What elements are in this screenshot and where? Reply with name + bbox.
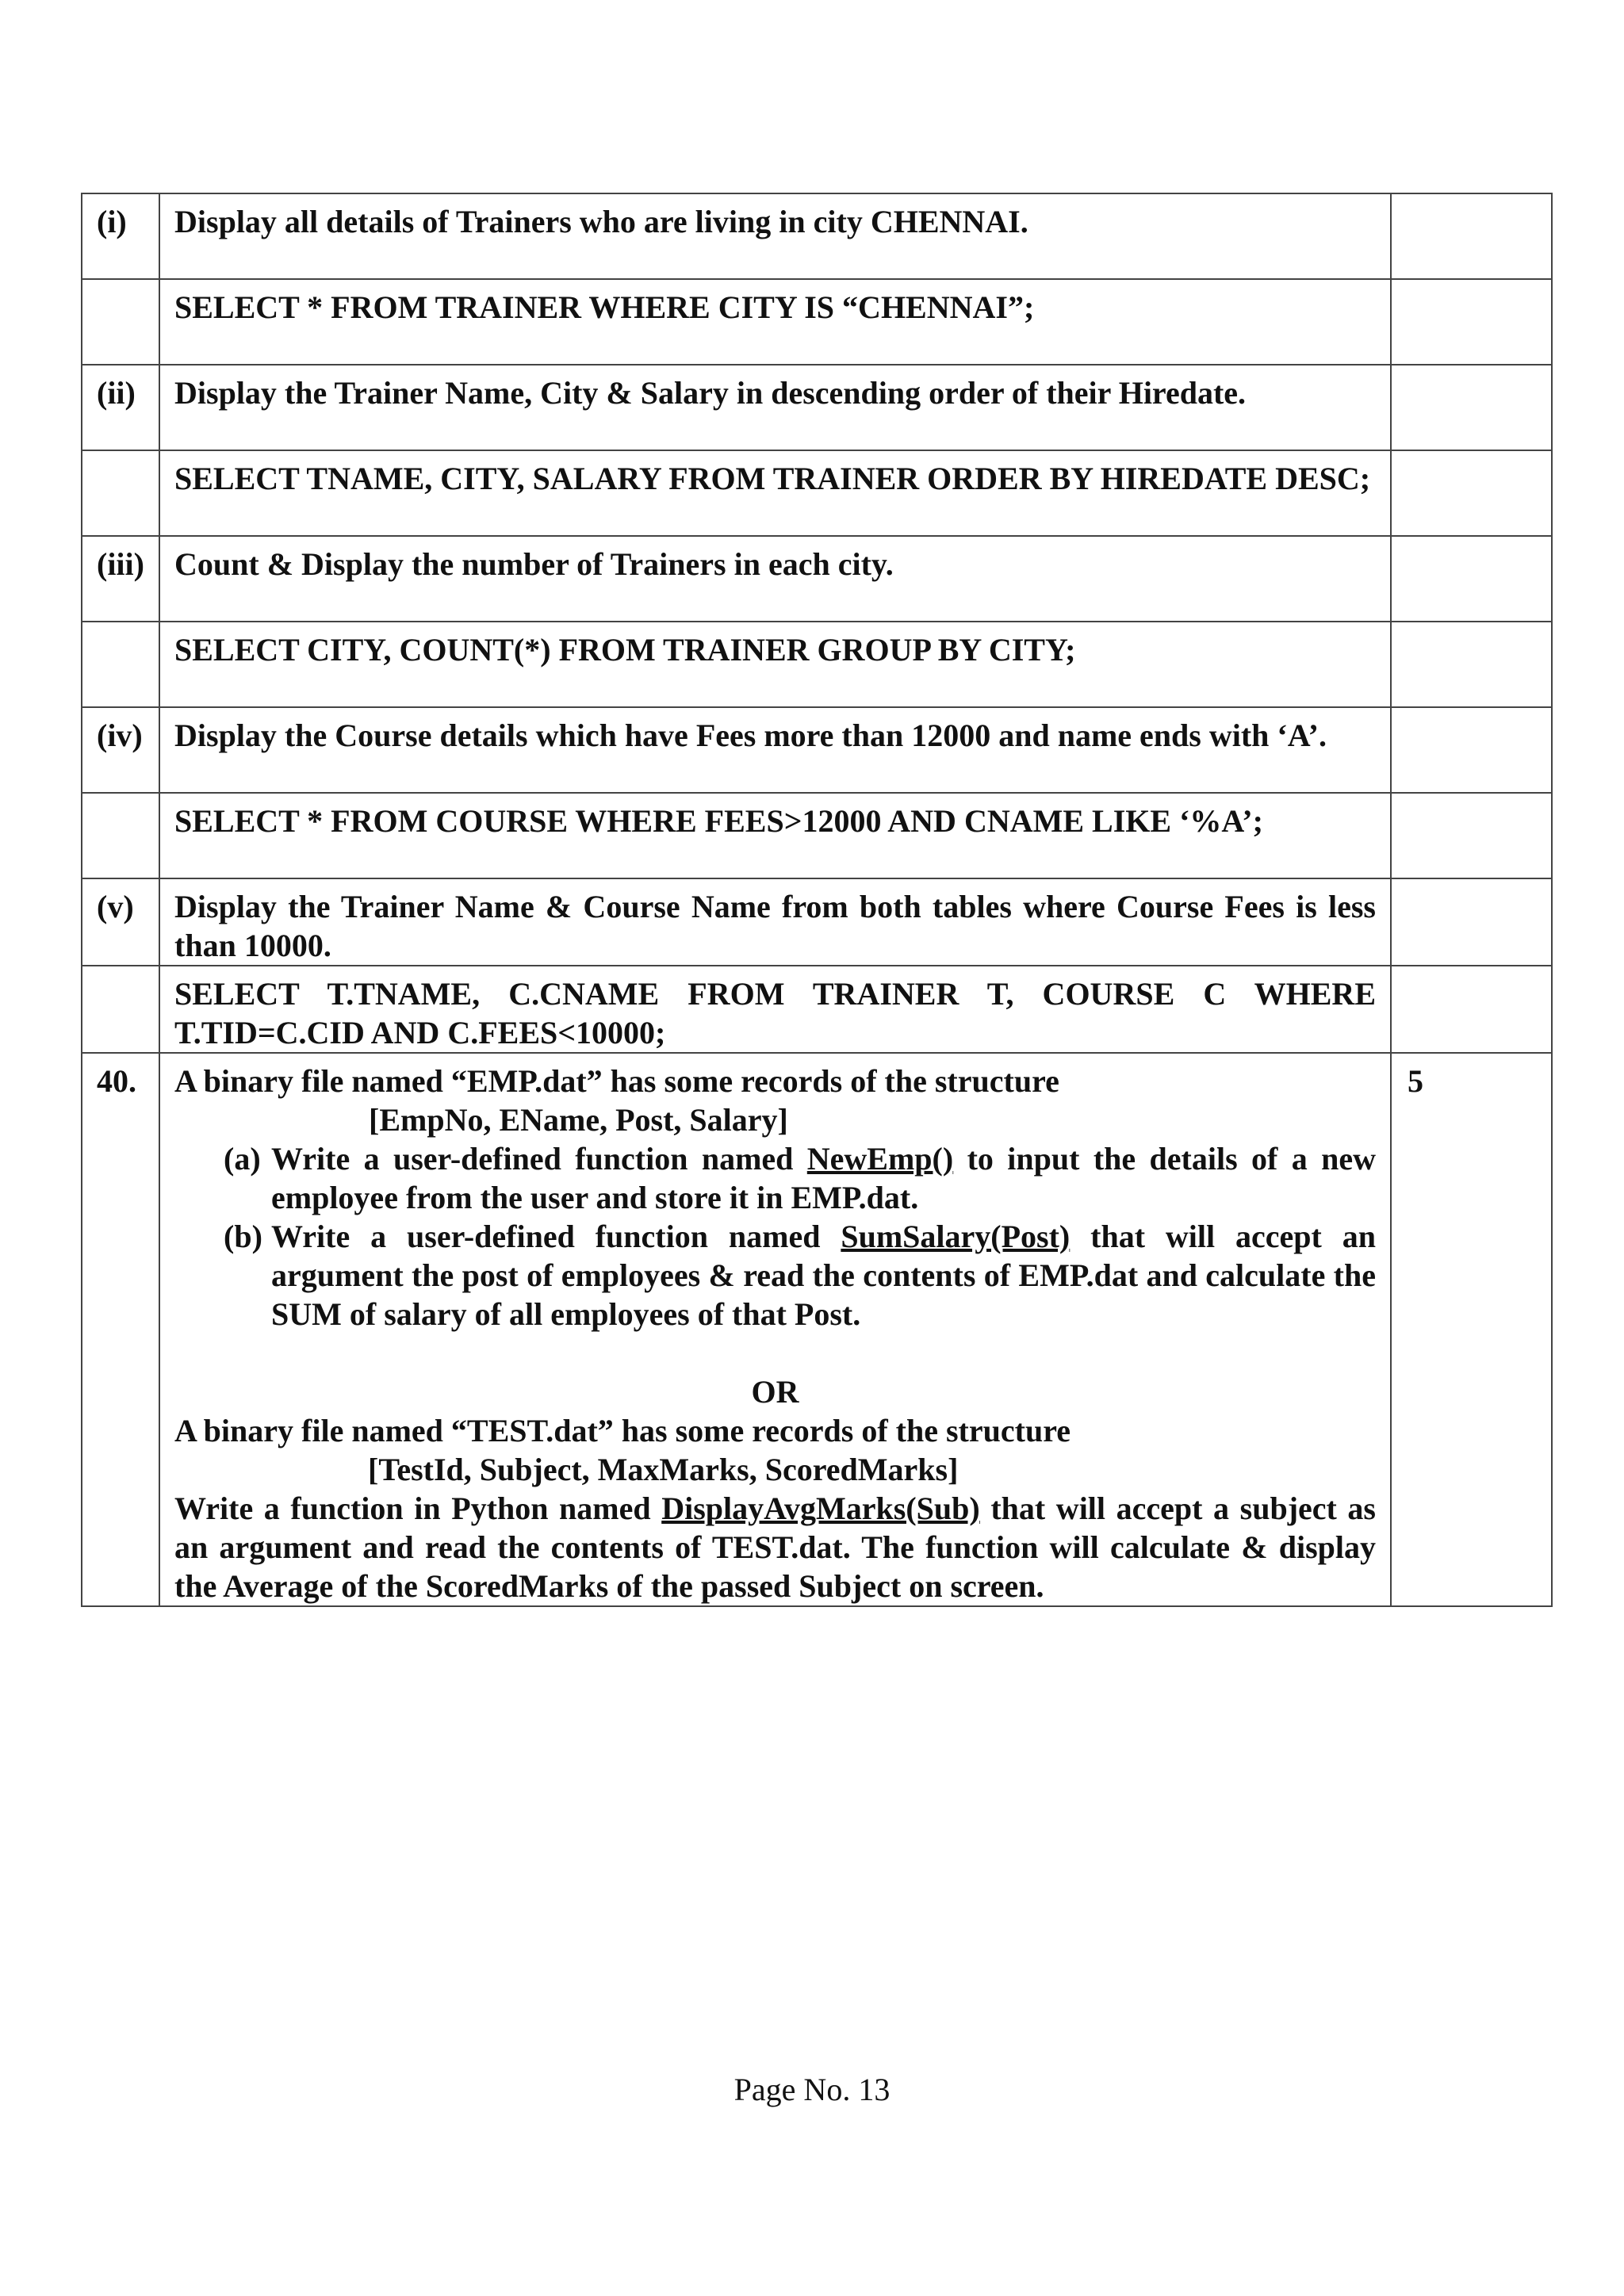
answer-text: SELECT TNAME, CITY, SALARY FROM TRAINER ORDER BY HIREDATE DESC; [159, 450, 1391, 536]
marks-cell [1391, 622, 1552, 707]
marks-cell [1391, 878, 1552, 966]
marks-cell [1391, 707, 1552, 793]
table-row [82, 279, 1552, 365]
record-structure-alt: [TestId, Subject, MaxMarks, ScoredMarks] [368, 1452, 959, 1487]
question-number [82, 966, 159, 1053]
question-number: (iv) [82, 707, 159, 793]
marks-cell [1391, 365, 1552, 450]
sub-question-label: (a) [224, 1141, 261, 1177]
question-number: 40. [82, 1053, 159, 1606]
text-part: Write a user-defined function named [271, 1141, 807, 1177]
question-intro: A binary file named “EMP.dat” has some records of the structure [174, 1063, 1059, 1099]
table-row [82, 707, 1552, 793]
question-text: Display all details of Trainers who are living in city CHENNAI. [159, 193, 1391, 279]
function-name: NewEmp() [806, 1141, 954, 1177]
page-number: Page No. 13 [733, 2072, 891, 2107]
table-row [82, 1053, 1552, 1606]
table-row [82, 536, 1552, 622]
answer-text: SELECT * FROM COURSE WHERE FEES>12000 AND CNAME LIKE ‘%A’; [159, 793, 1391, 878]
sub-question-text [271, 1217, 1376, 1334]
question-number: (v) [82, 878, 159, 966]
sub-question-b [174, 1217, 1376, 1334]
answer-text: SELECT * FROM TRAINER WHERE CITY IS “CHENNAI”; [159, 279, 1391, 365]
table-row [82, 622, 1552, 707]
marks-cell [1391, 193, 1552, 279]
table-row [82, 193, 1552, 279]
question-table [81, 193, 1553, 1607]
marks-cell [1391, 536, 1552, 622]
question-text: Display the Trainer Name & Course Name from both tables where Course Fees is less than 10000. [159, 878, 1391, 966]
answer-text: SELECT CITY, COUNT(*) FROM TRAINER GROUP BY CITY; [159, 622, 1391, 707]
marks-cell [1391, 279, 1552, 365]
question-number [82, 622, 159, 707]
table-row [82, 450, 1552, 536]
question-number [82, 450, 159, 536]
text-part: that will accept an argument the post of employees & read the contents of EMP.dat and calculate the SUM of salary of all employees of that Post. [271, 1219, 1376, 1332]
sub-question-label: (b) [224, 1219, 262, 1254]
question-text: Display the Course details which have Fees more than 12000 and name ends with ‘A’. [159, 707, 1391, 793]
table-row [82, 365, 1552, 450]
marks-cell: 5 [1391, 1053, 1552, 1606]
answer-text: SELECT T.TNAME, C.CNAME FROM TRAINER T, COURSE C WHERE T.TID=C.CID AND C.FEES<10000; [159, 966, 1391, 1053]
question-text-alt [174, 1489, 1376, 1605]
question-number: (ii) [82, 365, 159, 450]
question-text: Display the Trainer Name, City & Salary in descending order of their Hiredate. [159, 365, 1391, 450]
question-number [82, 793, 159, 878]
marks-cell [1391, 450, 1552, 536]
question-number [82, 279, 159, 365]
question-number: (iii) [82, 536, 159, 622]
table-row [82, 793, 1552, 878]
table-row [82, 966, 1552, 1053]
text-part: to input the details of a new employee from the user and store it in EMP.dat. [271, 1141, 1376, 1215]
marks-cell [1391, 966, 1552, 1053]
table-row [82, 878, 1552, 966]
or-separator: OR [751, 1374, 799, 1410]
sub-question-text [271, 1139, 1376, 1217]
text-part: Write a function in Python named [174, 1490, 662, 1526]
question-40-body [159, 1053, 1391, 1606]
function-name: SumSalary(Post) [841, 1219, 1071, 1254]
function-name: DisplayAvgMarks(Sub) [661, 1490, 980, 1526]
question-text: Count & Display the number of Trainers in each city. [159, 536, 1391, 622]
question-intro-alt: A binary file named “TEST.dat” has some records of the structure [174, 1413, 1071, 1448]
record-structure: [EmpNo, EName, Post, Salary] [369, 1102, 788, 1138]
text-part: Write a user-defined function named [271, 1219, 841, 1254]
question-number: (i) [82, 193, 159, 279]
marks-cell [1391, 793, 1552, 878]
text-part: that will accept a subject as an argument and read the contents of TEST.dat. The function will calculate & display the Average of the ScoredMarks of the passed Subject on screen. [174, 1490, 1376, 1604]
sub-question-a [174, 1139, 1376, 1217]
